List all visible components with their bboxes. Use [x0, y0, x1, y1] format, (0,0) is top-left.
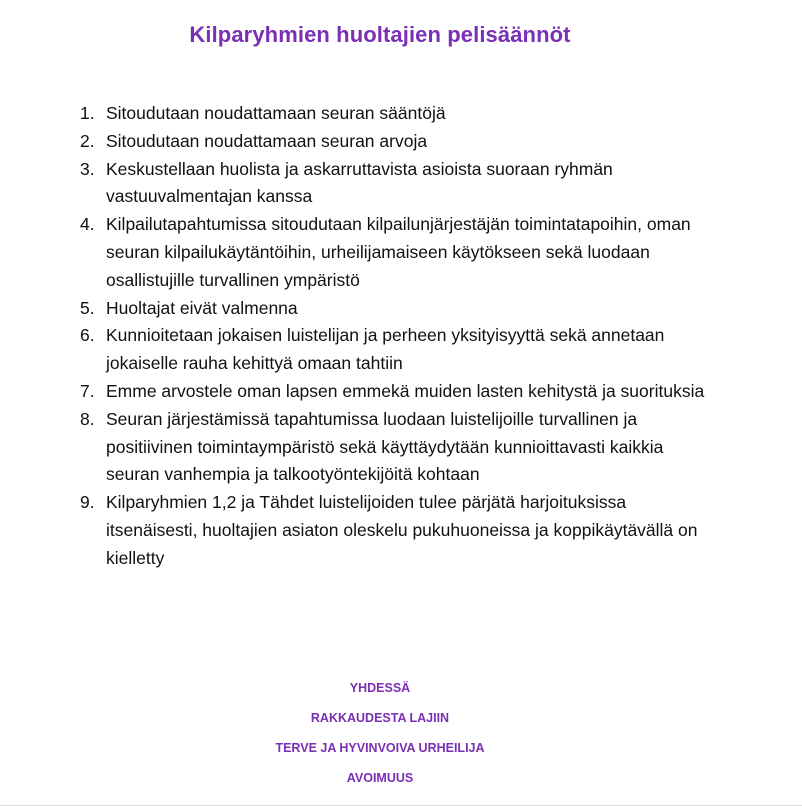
- rule-item: [0, 406, 706, 489]
- rule-number: 7.: [80, 380, 95, 401]
- rule-number: 5.: [80, 297, 95, 318]
- rule-item: [0, 211, 706, 294]
- rule-number: 1.: [80, 103, 95, 123]
- rule-item: [0, 295, 706, 323]
- rule-text: Seuran järjestämissä tapahtumissa luodaan luistelijoille turvallinen ja positiivinen toimintaympäristö sekä käyttäydytään kunnioittavasti kaikkia seuran vanhempia ja talkootyöntekijöitä kohtaan: [106, 408, 664, 485]
- rules-list: [0, 100, 706, 573]
- rule-number: 9.: [80, 492, 95, 513]
- rule-text: Emme arvostele oman lapsen emmekä muiden lasten kehitystä ja suorituksia: [106, 380, 705, 401]
- rule-number: 3.: [80, 158, 95, 179]
- rule-item: [0, 128, 706, 156]
- rule-text: Sitoudutaan noudattamaan seuran arvoja: [106, 130, 428, 151]
- rule-item: [0, 100, 706, 128]
- rule-text: Sitoudutaan noudattamaan seuran sääntöjä: [106, 103, 446, 123]
- rule-text: Kilpailutapahtumissa sitoudutaan kilpailunjärjestäjän toimintatapoihin, oman seuran kilpailukäytäntöihin, urheilijamaiseen käytökseen sekä luodaan osallistujille turvallinen ympäristö: [106, 214, 691, 290]
- rule-number: 2.: [80, 130, 95, 151]
- value-item: RAKKAUDESTA LAJIIN: [310, 711, 450, 725]
- rule-number: 6.: [80, 325, 95, 346]
- rule-text: Kilparyhmien 1,2 ja Tähdet luistelijoiden tulee pärjätä harjoituksissa itsenäisesti, huoltajien asiaton oleskelu pukuhuoneissa ja koppikäytävällä on kielletty: [106, 492, 698, 568]
- rule-text: Kunnioitetaan jokaisen luistelijan ja perheen yksityisyyttä sekä annetaan jokaiselle rauha kehittyä omaan tahtiin: [106, 325, 665, 374]
- rule-text: Keskustellaan huolista ja askarruttavista asioista suoraan ryhmän vastuuvalmentajan kanssa: [106, 158, 613, 207]
- value-item: TERVE JA HYVINVOIVA URHEILIJA: [275, 741, 485, 755]
- values-list: [0, 680, 760, 800]
- rule-item: [0, 378, 706, 406]
- rule-text: Huoltajat eivät valmenna: [106, 297, 298, 318]
- document-title: Kilparyhmien huoltajien pelisäännöt: [189, 22, 571, 47]
- rule-number: 4.: [80, 214, 95, 235]
- value-item: AVOIMUUS: [346, 771, 414, 785]
- rule-item: [0, 322, 706, 378]
- rule-number: 8.: [80, 408, 95, 429]
- rule-item: [0, 489, 706, 572]
- rule-item: [0, 156, 706, 212]
- value-item: YHDESSÄ: [349, 681, 411, 695]
